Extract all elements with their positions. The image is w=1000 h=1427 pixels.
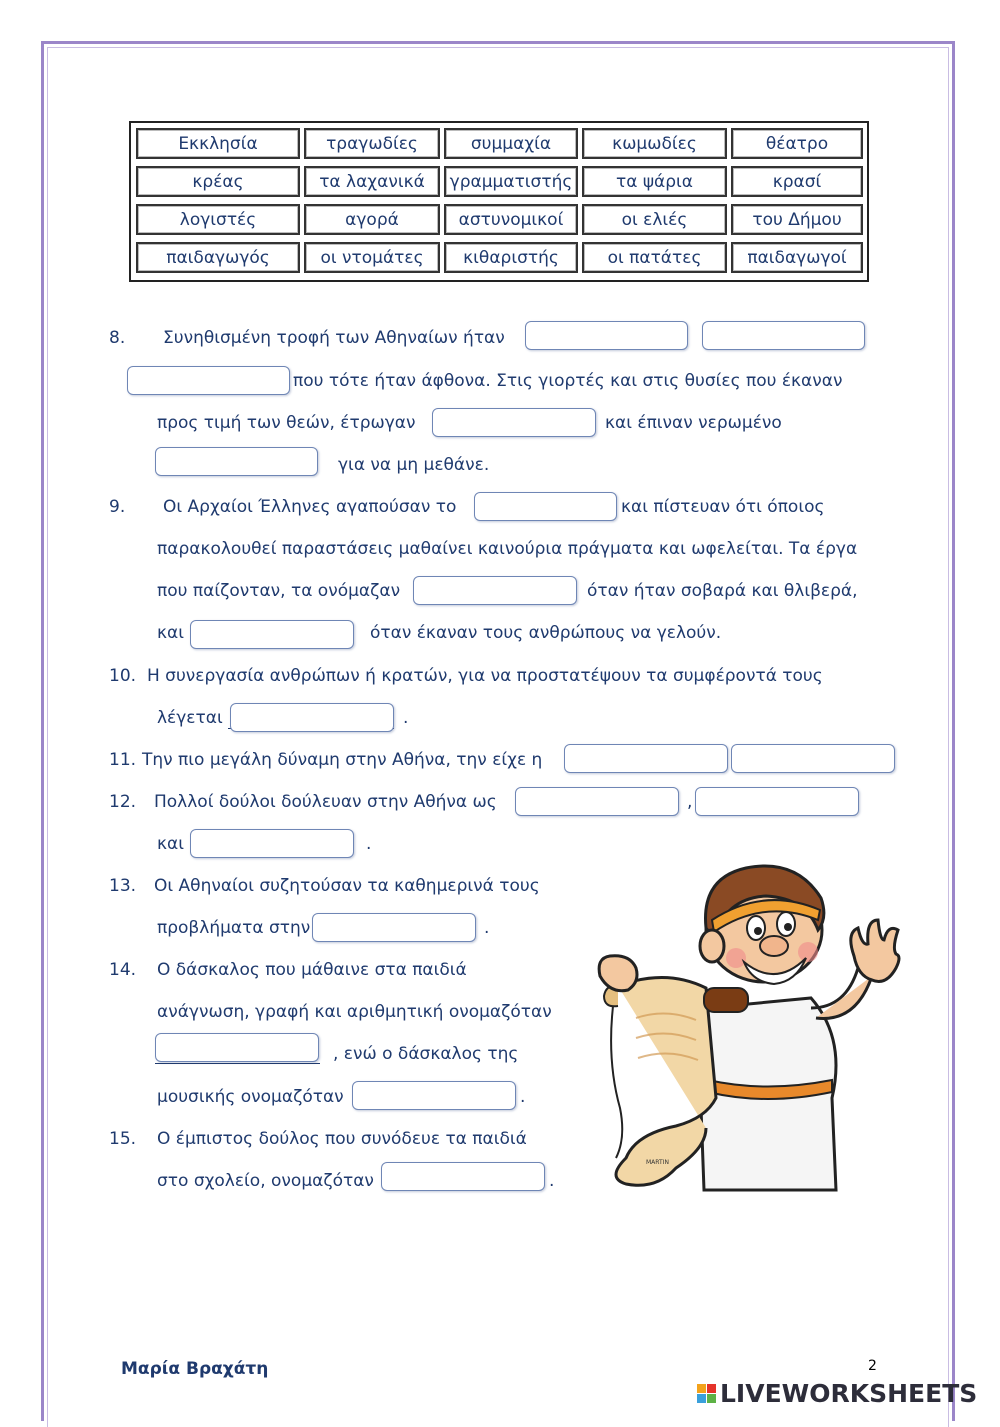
- word-bank-cell: παιδαγωγός: [136, 242, 300, 273]
- q14-underline: [155, 1063, 320, 1064]
- q15-end: .: [549, 1171, 555, 1191]
- word-bank-cell: κιθαριστής: [444, 242, 578, 273]
- word-bank-cell: τα λαχανικά: [304, 166, 440, 197]
- q14-line2: ανάγνωση, γραφή και αριθμητική ονομαζόταν: [157, 1002, 552, 1022]
- q10-end: .: [403, 708, 409, 728]
- q9-line4a: και: [157, 623, 184, 643]
- word-bank-cell: οι πατάτες: [582, 242, 727, 273]
- q11-number: 11.: [109, 750, 137, 770]
- q12-blank-3[interactable]: [190, 829, 354, 858]
- word-bank-cell: γραμματιστής: [444, 166, 578, 197]
- q14-line3: , ενώ ο δάσκαλος της: [333, 1044, 519, 1064]
- q12-blank-2[interactable]: [695, 787, 859, 816]
- q15-line1: Ο έμπιστος δούλος που συνόδευε τα παιδιά: [157, 1129, 527, 1149]
- q10-line1: Η συνεργασία ανθρώπων ή κρατών, για να προστατέψουν τα συμφέροντά τους: [147, 666, 823, 686]
- q9-line3b: όταν ήταν σοβαρά και θλιβερά,: [587, 581, 858, 601]
- word-bank-cell: οι ελιές: [582, 204, 727, 235]
- q14-blank-1[interactable]: [155, 1033, 319, 1062]
- word-bank-cell: παιδαγωγοί: [731, 242, 863, 273]
- q9-line2: παρακολουθεί παραστάσεις μαθαίνει καινούρια πράγματα και ωφελείται. Τα έργα: [157, 539, 858, 559]
- q11-blank-2[interactable]: [731, 744, 895, 773]
- word-bank-cell: Εκκλησία: [136, 128, 300, 159]
- author-name: Μαρία Βραχάτη: [121, 1359, 269, 1379]
- q13-number: 13.: [109, 876, 137, 896]
- q9-number: 9.: [109, 497, 126, 517]
- q11-blank-1[interactable]: [564, 744, 728, 773]
- q13-blank-1[interactable]: [312, 913, 476, 942]
- q10-number: 10.: [109, 666, 137, 686]
- q8-blank-1[interactable]: [525, 321, 688, 350]
- word-bank-cell: κωμωδίες: [582, 128, 727, 159]
- word-bank-cell: θέατρο: [731, 128, 863, 159]
- q15-blank-1[interactable]: [381, 1162, 545, 1191]
- q8-blank-2[interactable]: [702, 321, 865, 350]
- word-bank-table: [129, 121, 869, 282]
- q8-number: 8.: [109, 328, 126, 348]
- q11-line1: Την πιο μεγάλη δύναμη στην Αθήνα, την είχε η: [142, 750, 543, 770]
- word-bank-cell: συμμαχία: [444, 128, 578, 159]
- q9-line1b: και πίστευαν ότι όποιος: [621, 497, 825, 517]
- word-bank-cell: αστυνομικοί: [444, 204, 578, 235]
- q14-line4: μουσικής ονομαζόταν: [157, 1087, 344, 1107]
- q13-end: .: [484, 918, 490, 938]
- q8-line3a: προς τιμή των θεών, έτρωγαν: [157, 413, 416, 433]
- q15-line2: στο σχολείο, ονομαζόταν: [157, 1171, 374, 1191]
- q14-number: 14.: [109, 960, 137, 980]
- q8-line4: για να μη μεθάνε.: [338, 455, 490, 475]
- page-number: 2: [868, 1358, 877, 1374]
- q8-blank-3[interactable]: [127, 366, 290, 395]
- q15-number: 15.: [109, 1129, 137, 1149]
- q9-line3a: που παίζονταν, τα ονόμαζαν: [157, 581, 401, 601]
- q10-line2: λέγεται: [157, 708, 223, 728]
- q12-line1: Πολλοί δούλοι δούλευαν στην Αθήνα ως: [154, 792, 497, 812]
- q13-line1: Οι Αθηναίοι συζητούσαν τα καθημερινά τους: [154, 876, 540, 896]
- q12-blank-1[interactable]: [515, 787, 679, 816]
- q12-number: 12.: [109, 792, 137, 812]
- q14-blank-2[interactable]: [352, 1081, 516, 1110]
- q12-end: .: [366, 834, 372, 854]
- greek-boy-scroll-illustration: [596, 858, 902, 1194]
- word-bank-cell: λογιστές: [136, 204, 300, 235]
- q8-blank-4[interactable]: [432, 408, 596, 437]
- liveworksheets-logo-text: LIVEWORKSHEETS: [720, 1378, 978, 1408]
- q9-line4b: όταν έκαναν τους ανθρώπους να γελούν.: [370, 623, 722, 643]
- q8-line1: Συνηθισμένη τροφή των Αθηναίων ήταν: [163, 328, 505, 348]
- word-bank-cell: αγορά: [304, 204, 440, 235]
- q9-blank-2[interactable]: [413, 576, 577, 605]
- q8-line3b: και έπιναν νερωμένο: [605, 413, 782, 433]
- word-bank-cell: κρέας: [136, 166, 300, 197]
- q10-blank-1[interactable]: [230, 703, 394, 732]
- word-bank-cell: οι ντομάτες: [304, 242, 440, 273]
- liveworksheets-logo[interactable]: [697, 1378, 977, 1408]
- q9-line1a: Οι Αρχαίοι Έλληνες αγαπούσαν το: [163, 497, 457, 517]
- q14-line1: Ο δάσκαλος που μάθαινε στα παιδιά: [157, 960, 467, 980]
- q12-line2: και: [157, 834, 184, 854]
- word-bank-cell: τα ψάρια: [582, 166, 727, 197]
- q8-blank-5[interactable]: [155, 447, 318, 476]
- illustration-caption: MARTIN: [646, 1159, 669, 1166]
- word-bank-cell: κρασί: [731, 166, 863, 197]
- q14-end: .: [520, 1087, 526, 1107]
- word-bank-cell: τραγωδίες: [304, 128, 440, 159]
- q9-blank-1[interactable]: [474, 492, 617, 521]
- liveworksheets-logo-icon: [697, 1384, 716, 1403]
- word-bank-cell: του Δήμου: [731, 204, 863, 235]
- q9-blank-3[interactable]: [190, 620, 354, 649]
- q12-comma: ,: [687, 792, 693, 812]
- q13-line2: προβλήματα στην: [157, 918, 311, 938]
- q8-line2: που τότε ήταν άφθονα. Στις γιορτές και στις θυσίες που έκαναν: [293, 371, 843, 391]
